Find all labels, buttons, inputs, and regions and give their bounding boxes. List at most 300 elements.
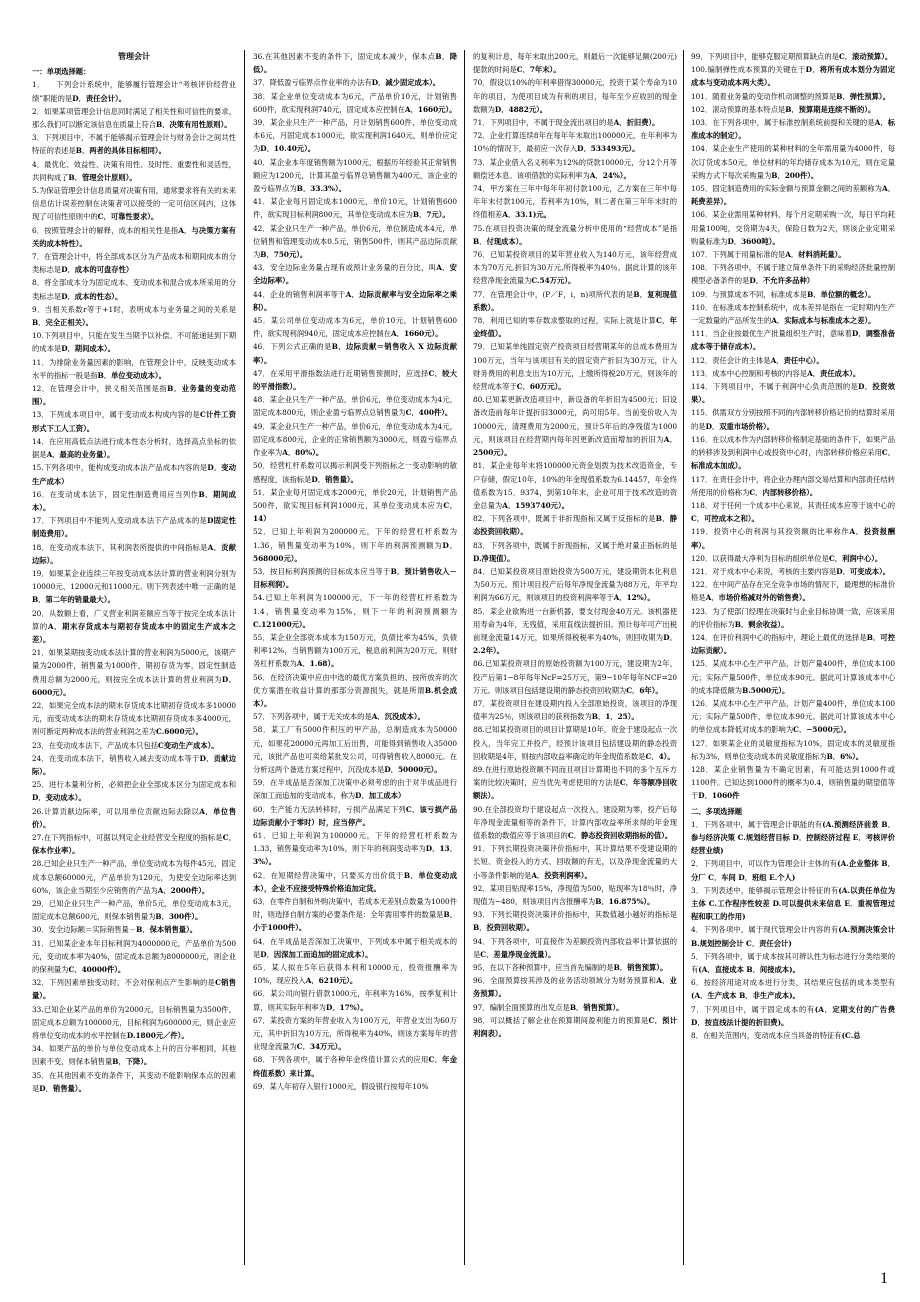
answer-text: C.121000元）。 bbox=[253, 619, 310, 629]
question-item bbox=[32, 976, 236, 1002]
question-text: 68．下列各项中，属于各种年金终值计算公式的应用 bbox=[253, 1055, 429, 1065]
question-text: 84．已知某投资项目原始投资为500万元，建设期资本化利息为50万元。预计项目投产后每年净现金流量为88万元，年平均利润为66万元，则该项目的投资利润率等于 bbox=[473, 566, 677, 603]
question-text: 115．供需双方分别按照不同的内部转移价格记价的结算时采用的是 bbox=[691, 408, 895, 431]
answer-text: B．第二年的销量最大）。 bbox=[32, 595, 115, 605]
question-text: 8．将全部成本分为固定成本、变动成本和混合成本所采用的分类标志是 bbox=[32, 278, 236, 301]
answer-text: D．4882元）。 bbox=[494, 104, 548, 114]
question-text: 41．某企业每月固定成本1000元，单价10元，计划销售600件，欲实现目标利润800元，其单位变动成本应为 bbox=[253, 197, 457, 220]
question-item bbox=[473, 222, 677, 248]
question-item bbox=[253, 50, 457, 76]
question-item bbox=[691, 1003, 895, 1029]
question-text: 6．按照管理会计的解释，成本的相关性是指 bbox=[32, 225, 179, 235]
question-item bbox=[32, 752, 236, 778]
question-item bbox=[473, 1014, 677, 1040]
question-text: 69．某人年初存入银行1000元，假设银行按每年10% bbox=[253, 1081, 429, 1091]
question-text: 113．成本中心控制和考核的内容是 bbox=[691, 368, 808, 378]
question-text: 100.编制弹性成本预算的关键在于 bbox=[691, 65, 806, 75]
answer-text: A．6210元）。 bbox=[305, 976, 358, 986]
answer-text: B．300件）。 bbox=[155, 912, 203, 922]
question-item bbox=[253, 710, 457, 723]
question-item bbox=[253, 829, 457, 869]
question-item bbox=[473, 182, 677, 222]
answer-text: D．调整准备成本等于储存成本）。 bbox=[691, 329, 896, 352]
question-text: 53．按目标利润预测的目标成本应当等于 bbox=[253, 566, 391, 576]
answer-text: C销售量）。 bbox=[32, 978, 236, 1001]
question-item bbox=[253, 288, 457, 314]
answer-text: B．单位额的概念）。 bbox=[807, 289, 876, 299]
question-text: 5.为保证管理会计信息质量对决策有用，通常要求将有关的未来信息估计误差控制在决策者可以接受的一定可信区间内，这体现了可信性原则中的 bbox=[32, 186, 236, 222]
question-item bbox=[473, 803, 677, 843]
question-text: 76．已知某投资项目的某年营业收入为140万元，该年经营成本为70万元,折旧为30万元,所得税率为40％。据此计算的该年经营净现金流量为 bbox=[473, 250, 677, 286]
question-item bbox=[691, 923, 895, 949]
question-text: 98．可以概括了解企业在预算期间盈利能力的预算是 bbox=[473, 1015, 649, 1025]
question-item bbox=[691, 248, 895, 261]
column-3 bbox=[473, 50, 677, 1040]
answer-text: C．7年末）。 bbox=[516, 65, 561, 75]
question-item bbox=[253, 723, 457, 776]
question-item bbox=[691, 208, 895, 248]
answer-text: D．销售量）。 bbox=[39, 1083, 86, 1093]
question-text: 72．企业打算连续8年在每年年末取出100000元，在年利率为10％的情况下，最初应一次存入 bbox=[473, 131, 677, 154]
answer-text: D．成本的性态）。 bbox=[61, 291, 123, 301]
question-text: 114．下列项目中，不属于利润中心负责范围的是 bbox=[691, 382, 859, 392]
section-heading-multiple-choice: 二、多项选择题 bbox=[691, 806, 743, 816]
question-item bbox=[691, 552, 895, 565]
question-item bbox=[691, 367, 895, 380]
question-text: 16．在变动成本法下，固定性制造费用应当列作 bbox=[32, 489, 199, 499]
answer-text: A．33.1)元。 bbox=[502, 210, 551, 220]
question-item bbox=[32, 607, 236, 647]
page-title: 管理会计 bbox=[118, 51, 150, 61]
question-text: 29．已知企业只生产一种产品，单价5元，单位变动成本3元，固定成本总额600元，则保本销售量为 bbox=[32, 899, 236, 922]
question-item bbox=[473, 882, 677, 908]
question-item bbox=[691, 950, 895, 976]
question-item bbox=[253, 195, 457, 221]
question-text: 27.在下列指标中，可据以判定企业经营安全程度的指标是 bbox=[32, 832, 223, 842]
question-text: 58．某工厂有5000件积压的甲产品，总制造成本为50000元，如果花20000元再加工后出售，可能得到销售收入35000元，该批产品也可卖给某批发公司，可得销售收入8000元。在分析这两个备选方案过程中，沉没成本是 bbox=[253, 725, 457, 774]
answer-text: C．可靠性要求）。 bbox=[97, 212, 159, 222]
answer-text: D．6000元）。 bbox=[32, 674, 237, 697]
question-item bbox=[253, 420, 457, 460]
question-item bbox=[473, 76, 677, 116]
question-text: 49．某企业只生产一种产品，单价6元，单位变动成本为4元，固定成本800元，企业的正常销售额为3000元，则盈亏临界点作业率为 bbox=[253, 421, 457, 458]
answer-text: B．200件）。 bbox=[771, 170, 819, 180]
answer-text: D．加工成本） bbox=[355, 791, 406, 801]
question-item bbox=[253, 565, 457, 591]
answer-text: (A.预测经济前景 B．参与经济决策 C.规划经营目标 D．控制经济过程 E．考核评价经营业绩) bbox=[691, 819, 895, 856]
question-text: 88.已知某投资项目的项目计算期是10年，资金于建设起点一次投入，当年完工并投产，经预计该项目包括建设期的静态投资回收期是4年，则按内部收益率确定的年金现值系数是 bbox=[473, 725, 677, 761]
answer-text: C．年金终值）。 bbox=[473, 316, 677, 339]
answer-text: B．销售预算）。 bbox=[569, 1002, 624, 1012]
question-text: 17．下列项目中不能列入变动成本法下产品成本的是 bbox=[32, 516, 208, 526]
question-text: 4．下列各项中，属于现代管理会计内容的有 bbox=[691, 925, 839, 935]
question-text: 67．某投资方案的年营业收入为100万元，年营业支出为60万元，其中折旧为10万元，所得税率为40%，则该方案每年的营业现金流量为 bbox=[253, 1015, 457, 1052]
question-text: 48．某企业只生产一种产品，单价6元，单位变动成本为4元，固定成本800元，则企业盈亏临界点总销售量为 bbox=[253, 395, 457, 418]
question-text: 51．某企业每月固定成本2000元，单价20元，计划销售产品500件，欲实现目标利润1000元，其单位变动成本应为 bbox=[253, 487, 457, 510]
question-text: 38．某企业单位变动成本为6元，产品单价10元，计划销售600件，欲实现利润740元，固定成本应控制在 bbox=[253, 91, 457, 114]
question-item bbox=[691, 433, 895, 473]
answer-text: C．400件）。 bbox=[405, 408, 453, 418]
question-text: 108．下列各项中，不属于建立简单条件下的采购经济批量控制模型必备条件的是 bbox=[691, 263, 895, 286]
answer-text: B．剩余收益）。 bbox=[734, 619, 789, 629]
question-item bbox=[253, 222, 457, 262]
question-item bbox=[691, 288, 895, 301]
question-text: 89.在进行原始投资额不同而且项目计算期也不同的多个互斥方案的比较决策时，应当优先考虑使用的方法是 bbox=[473, 764, 677, 788]
question-item bbox=[691, 1029, 895, 1042]
question-item bbox=[691, 90, 895, 103]
question-item bbox=[32, 382, 236, 408]
question-text: 55．某企业全部资本成本为150万元，负债比率为45%，负债利率12%，当销售额为100万元，税息前利润为20万元，则财务杠杆系数为 bbox=[253, 632, 457, 669]
question-text: 99．下列项目中，能够克服定期预算缺点的是 bbox=[691, 52, 839, 61]
answer-text: B．两者的具体目标相同）。 bbox=[75, 146, 166, 156]
question-text: 25．进行本量利分析，必须把企业全部成本区分为固定成本和 bbox=[32, 780, 236, 790]
answer-text: C．利润中心）。 bbox=[828, 553, 883, 563]
question-text: 35．在其他因素不变的条件下，其变动不能影响保本点的因素是 bbox=[32, 1070, 236, 1093]
question-text: 93．下列长期投资决策评价指标中，其数值越小越好的指标是 bbox=[473, 910, 677, 920]
question-item bbox=[473, 657, 677, 697]
question-text: 2．如果某项管理会计信息同时满足了相关性和可信性的要求，那么我们可以断定该信息在质量上符合 bbox=[32, 106, 236, 130]
answer-text: (A．定期支付的广告费 D．按直线法计提的折旧费)。 bbox=[691, 1004, 895, 1027]
answer-text: D．10.40元）。 bbox=[260, 144, 316, 154]
question-item bbox=[32, 897, 236, 923]
answer-text: C．差量净现金流量）。 bbox=[480, 949, 556, 959]
question-item bbox=[691, 50, 895, 63]
question-text: 33.已知企业某产品的单价为2000元，目标销售量为3500件，固定成本总额为100000元，目标利润为600000元，则企业应将单位变动成本的水平控制在 bbox=[32, 1004, 236, 1041]
question-item bbox=[473, 565, 677, 605]
answer-text: C．标准成本加成）。 bbox=[691, 448, 896, 471]
answer-text: C．预计利润表）。 bbox=[473, 1015, 677, 1039]
question-text: 101．随着业务量的变动作机动调整的预算是 bbox=[691, 91, 837, 101]
answer-text: D．期间成本）。 bbox=[61, 344, 115, 354]
answer-text: D.净现值）。 bbox=[473, 553, 515, 563]
answer-text: A．折旧费）。 bbox=[613, 118, 660, 128]
answer-text: A．投资报酬率）。 bbox=[691, 527, 895, 550]
question-item bbox=[253, 340, 457, 366]
question-item bbox=[32, 250, 236, 276]
question-text: 19．如果某企业连续三年按变动成本法计算的营业利润分别为10000元、12000元和11000元。则下列表述中唯一正确的是 bbox=[32, 568, 236, 592]
question-text: 117．在责任会计中，将企业办理内部交易结算和内部责任结转所使用的价格称为 bbox=[691, 474, 895, 497]
question-text: 9．当相关系数r等于+1时，表明成本与业务量之间的关系是 bbox=[32, 304, 236, 314]
question-text: 85．某企业欲购进一台新机器，要支付现金40万元。该机器使用寿命为4年，无残值，采用直线法提折旧。预计每年可产出税前现金流量14万元，如果所得税税率为40%，则回收期为 bbox=[473, 606, 677, 642]
answer-text: D．变动成本）。 bbox=[32, 793, 86, 803]
section-heading-single-choice: 一：单项选择题： bbox=[32, 67, 91, 77]
question-text: 109．与预算成本不同，标准成本是 bbox=[691, 289, 808, 299]
column-divider bbox=[244, 50, 245, 1265]
question-text: 40．某企业本年度销售额为1000元，根据历年经验其正常销售额应为1200元，计算其盈亏临界总销售额为400元，该企业的盈亏临界点为 bbox=[253, 157, 457, 194]
question-item bbox=[473, 842, 677, 882]
question-item bbox=[691, 301, 895, 327]
question-item bbox=[253, 116, 457, 156]
question-text: 37．降低盈亏临界点作业率的办法有 bbox=[253, 78, 372, 88]
question-text: 92．某项目贴现率15%，净现值为500，贴现率为18％时，净现值为−480，则该项目内含报酬率为 bbox=[473, 883, 677, 906]
question-text: 95．在以下各种预算中，应当首先编制的是 bbox=[473, 963, 614, 973]
answer-text: A．材料消耗量）。 bbox=[785, 250, 846, 260]
question-item bbox=[691, 116, 895, 142]
answer-text: B．7元）。 bbox=[412, 210, 450, 220]
question-item bbox=[253, 261, 457, 287]
question-item bbox=[253, 459, 457, 485]
question-text: 128．某企业销售量为不确定因素，有可能达到1000件或1100件。已知达到1000件的概率为0.4，则销售量的期望值等于 bbox=[691, 764, 895, 801]
question-text: 127．如果某企业的灵敏度指标为10%，固定成本的灵敏度指标为3%，则单位变动成本的灵敏度指标为 bbox=[691, 738, 895, 761]
question-item bbox=[32, 739, 236, 752]
answer-text: D．销售量）。 bbox=[311, 474, 358, 484]
question-text: 20．从数额上看，广义营业利润差额应当等于按完全成本法计算的 bbox=[32, 608, 236, 631]
answer-text: C．14） bbox=[253, 500, 458, 524]
answer-text: D．投资效果）。 bbox=[691, 382, 896, 405]
question-item bbox=[691, 354, 895, 367]
answer-text: D．贡献边际）。 bbox=[32, 753, 236, 776]
question-text: 46．下列公式正确的是 bbox=[253, 342, 332, 352]
question-item bbox=[32, 1069, 236, 1095]
question-text: 34．如果产品的单价与单位变动成本上升的百分率相同，其他因素不变，则保本销售量 bbox=[32, 1044, 236, 1067]
question-item bbox=[691, 818, 895, 858]
question-item bbox=[691, 976, 895, 1002]
answer-text: A．最高的业务量）。 bbox=[46, 450, 115, 460]
question-item bbox=[32, 184, 236, 224]
question-item bbox=[32, 356, 236, 382]
answer-text: A．1660元）。 bbox=[404, 104, 457, 114]
question-item bbox=[473, 512, 677, 538]
answer-text: D．变动生产成本） bbox=[32, 463, 236, 486]
answer-text: A．24%）。 bbox=[589, 170, 631, 180]
question-item bbox=[253, 671, 457, 711]
answer-text: D．责任会计）。 bbox=[72, 93, 126, 103]
question-item bbox=[253, 591, 457, 631]
answer-text: B.5000元）。 bbox=[742, 685, 790, 695]
question-item bbox=[473, 314, 677, 340]
question-item bbox=[32, 1003, 236, 1043]
answer-text: A．耗费差异）。 bbox=[691, 184, 895, 207]
question-item bbox=[473, 697, 677, 723]
question-item bbox=[473, 248, 677, 288]
question-item bbox=[473, 974, 677, 1000]
question-text: 4．最优化、效益性、决策有用性、及时性、重要性和灵活性，共同构成了 bbox=[32, 159, 236, 182]
question-text: 83．下列各项中，既属于折现指标，又属于绝对量正指标的是 bbox=[473, 540, 677, 550]
answer-text: A．期末存货成本与期初存货成本中的固定生产成本之差）。 bbox=[32, 621, 236, 644]
question-item bbox=[253, 156, 457, 196]
question-item bbox=[473, 605, 677, 658]
question-item bbox=[691, 182, 895, 208]
question-item bbox=[32, 514, 236, 540]
answer-text: D．双重市场价格）。 bbox=[705, 421, 774, 431]
question-text: 64．在半成品是否深加工决策中，下列成本中属于相关成本的是 bbox=[253, 936, 457, 959]
question-text: 111．当企业按最优生产批量组织生产时，意味着 bbox=[691, 329, 852, 339]
question-text: 97．编制全面预算的出发点是 bbox=[473, 1002, 570, 1012]
question-item bbox=[473, 459, 677, 512]
answer-text: A．市场价格减对外的销售费）。 bbox=[705, 593, 810, 603]
question-item bbox=[32, 699, 236, 739]
answer-text: C．年金终值系数）来计算。 bbox=[253, 1055, 457, 1078]
question-text: 81．某企业每年末将100000元资金划拨为技术改造资金，专户存储，假定10年，10%的年金现值系数为6.14457，年金终值系数为15．9374，到第10年末，企业可用于技术改造的资金总量为 bbox=[473, 461, 677, 510]
question-item bbox=[691, 103, 895, 116]
question-item bbox=[691, 737, 895, 763]
question-item bbox=[253, 987, 457, 1013]
answer-text: A．沉没成本）。 bbox=[371, 712, 425, 722]
question-item bbox=[32, 937, 236, 977]
question-text: 1． 下列会计系统中，能够履行管理会计“考核评价经营业绩”职能的是 bbox=[32, 80, 236, 103]
answer-text: B．16.875%）。 bbox=[595, 897, 655, 906]
answer-text: B．33.3%）。 bbox=[296, 184, 346, 194]
question-text: 96．全面预算按其涉及的业务活动领域分为财务预算和 bbox=[473, 976, 657, 986]
answer-text: C.54万元）。 bbox=[531, 276, 576, 286]
column-4 bbox=[691, 50, 895, 1042]
question-item bbox=[32, 857, 236, 897]
question-item bbox=[473, 50, 677, 76]
question-text: 50．经营杠杆系数可以揭示利润受下列指标之一变动影响的敏感程度，该指标是 bbox=[253, 461, 457, 484]
column-2 bbox=[253, 50, 457, 1093]
answer-text: (A.企业整体 B．分厂 C．车间 D．班组 E.个人) bbox=[691, 859, 895, 882]
question-item bbox=[32, 131, 236, 157]
question-item bbox=[691, 406, 895, 432]
question-text: 12．在管理会计中，狭义相关范围是指 bbox=[32, 384, 168, 394]
question-text: 10.下列项目中，只能在发生当期予以补偿、不可能递延到下期的成本是 bbox=[32, 331, 236, 354]
question-text: 66．某公司向银行借款1000元，年利率为16%，按季复利计算，则其实际年利率为 bbox=[253, 989, 457, 1012]
question-item bbox=[253, 803, 457, 829]
question-text: 74．甲方案在三年中每年年初付款100元，乙方案在三年中每年年末付款100元，若利率为10%，则二者在第三年年末时的终值相差 bbox=[473, 184, 677, 220]
answer-text: B．决策有用性原则）。 bbox=[156, 120, 232, 130]
question-item bbox=[32, 1042, 236, 1068]
question-text: 94．下列各项中，可直接作为差额投资内部收益率计算依据的是 bbox=[473, 936, 677, 959]
answer-text: A．实际成本与标准成本之差）。 bbox=[771, 316, 876, 326]
answer-text: C．滚动预算）。 bbox=[838, 52, 893, 61]
answer-text: D．50000元）。 bbox=[384, 764, 442, 774]
answer-text: B．完全正相关）。 bbox=[32, 318, 93, 328]
question-item bbox=[691, 857, 895, 883]
question-item bbox=[253, 935, 457, 961]
question-text: 5．下列各项中，属于成本按其可辨认性为标志进行分类结果的有 bbox=[691, 951, 895, 975]
answer-text: D．3600吨）。 bbox=[727, 236, 780, 246]
question-text: 102．滚动预算的基本特点是 bbox=[691, 104, 786, 114]
answer-text: B．保本销售量）。 bbox=[136, 925, 198, 935]
answer-text: D.1800元／件）。 bbox=[126, 1031, 189, 1041]
question-text: 42．某企业只生产一种产品，单价6元，单位制造成本4元，单位销售和管理变动成本0.5元，销售500件，则其产品边际贡献为 bbox=[253, 223, 457, 260]
answer-text: D．减少固定成本）。 bbox=[371, 78, 441, 88]
answer-text: A．单位售价）。 bbox=[32, 806, 236, 829]
answer-text: (A．直接成本 B．间接成本)。 bbox=[698, 965, 800, 975]
answer-text: A．80%）。 bbox=[282, 448, 324, 458]
question-item bbox=[32, 158, 236, 184]
question-text: 28.已知企业只生产一种产品，单位变动成本为每件45元，固定成本总额60000元，产品单价为120元，为使安全边际率达到60%，该企业当期至少应销售的产品为 bbox=[32, 859, 236, 895]
answer-text: C．6年）。 bbox=[626, 685, 663, 695]
question-text: 7．在管理会计中，将全部成本区分为产品成本和期间成本的分类标志是 bbox=[32, 252, 236, 275]
question-text: 122．在中间产品存在完全竞争市场的情况下，最理想的标准价格是 bbox=[691, 580, 895, 603]
answer-text: A．1593740元）。 bbox=[502, 500, 569, 510]
question-text: 57．下列各项中，属于无关成本的是 bbox=[253, 712, 372, 722]
question-text: 103．在下列各项中，属于标准控制系统前提和关键的是 bbox=[691, 118, 875, 128]
question-text: 82．下列各项中，既属于非折现指标又属于反指标的是 bbox=[473, 514, 656, 524]
question-item bbox=[473, 539, 677, 565]
question-text: 7．下列项目中，属于固定成本的有 bbox=[691, 1004, 815, 1014]
answer-text: C．−5000元）。 bbox=[793, 725, 851, 735]
question-item bbox=[32, 778, 236, 804]
answer-text: B．销售预算）。 bbox=[613, 963, 668, 973]
answer-text: D．17%）。 bbox=[325, 1002, 368, 1012]
answer-text: (A.预测决策会计 B.规划控制会计 C．责任会计) bbox=[691, 925, 895, 948]
question-item bbox=[32, 805, 236, 831]
question-item bbox=[473, 340, 677, 393]
question-item bbox=[473, 288, 677, 314]
question-text: 8．在相关范围内，变动成本应当具备的特征有 bbox=[691, 1031, 842, 1041]
answer-text: C．较大的平滑指数）。 bbox=[253, 368, 457, 392]
answer-text: B．弹性预算）。 bbox=[836, 91, 890, 101]
question-item bbox=[691, 631, 895, 657]
question-item bbox=[473, 908, 677, 934]
answer-text: B．静态投资回收期）。 bbox=[473, 514, 677, 537]
answer-text: B．期间成本）。 bbox=[32, 489, 236, 512]
answer-text: A．安全边际率）。 bbox=[253, 263, 457, 286]
answer-text: D．将所有成本划分为固定成本与变动成本两大类）。 bbox=[691, 65, 896, 88]
question-text: 31．已知某企业本年目标利润为4000000元，产品单价为500元，变动成本率为40%，固定成本总额为8000000元，则企业的保利量为 bbox=[32, 938, 236, 975]
answer-text: D．因深加工而追加的固定成本）。 bbox=[260, 949, 373, 959]
question-item bbox=[253, 367, 457, 393]
question-text: 120．以获得最大净利为目标的组织单位是 bbox=[691, 553, 829, 563]
answer-text: B．付现成本）。 bbox=[473, 236, 527, 246]
question-item bbox=[691, 525, 895, 551]
question-item bbox=[691, 499, 895, 525]
question-item bbox=[691, 605, 895, 631]
question-text: 121．对于成本中心来说，考核的主要内容是 bbox=[691, 566, 837, 576]
question-item bbox=[253, 631, 457, 671]
question-text: 22．如果完全成本法的期末存货成本比期初存货成本多10000元，而变动成本法的期末存货成本比期初存货成本多4000元，则可断定两种成本法的营业利润之差为 bbox=[32, 700, 236, 737]
question-list bbox=[691, 50, 895, 1042]
question-item bbox=[691, 327, 895, 353]
answer-text: B．降低）。 bbox=[253, 52, 457, 75]
question-text: 86.已知某投资项目的原始投资额为100万元，建设期为2年，投产后第1−8年每年NcF=25万元，第9−10年每年NCF=20万元。则该项目包括建设期的静态投资回收期为 bbox=[473, 659, 677, 695]
answer-text: A．与决策方案有关的成本特性）。 bbox=[32, 225, 236, 248]
question-item bbox=[253, 1014, 457, 1054]
answer-text: C．该亏损产品边际贡献小于零时）时，应当停产。 bbox=[253, 804, 457, 827]
question-item bbox=[473, 116, 677, 129]
question-item bbox=[691, 565, 895, 578]
question-text: 36.在其他因素不变的条件下，固定成本减少，保本点 bbox=[253, 52, 436, 61]
question-item bbox=[691, 578, 895, 604]
question-text: 18．在变动成本法下，其利润表所提供的中间指标是 bbox=[32, 542, 208, 552]
answer-text: C.6000元）。 bbox=[156, 727, 203, 737]
question-list bbox=[32, 78, 236, 1095]
column-divider bbox=[464, 50, 465, 1265]
question-item bbox=[473, 935, 677, 961]
question-item bbox=[691, 261, 895, 287]
answer-text: A．12%）。 bbox=[613, 593, 655, 603]
question-item bbox=[32, 408, 236, 434]
question-item bbox=[32, 329, 236, 355]
question-item bbox=[32, 488, 236, 514]
question-item bbox=[32, 78, 236, 104]
question-text: 23．在变动成本法下，产品成本只包括 bbox=[32, 740, 159, 750]
question-item bbox=[32, 567, 236, 607]
question-text: 47．在采用平滑指数法进行近期销售预测时，应选择 bbox=[253, 368, 429, 378]
answer-text: B．业务量的变动范围）。 bbox=[32, 384, 236, 407]
question-text: 6．按经济用途对成本进行分类，其结果应包括的成本类型有 bbox=[691, 978, 895, 988]
question-item bbox=[253, 776, 457, 802]
question-text: 75.在项目投资决策的现金流量分析中使用的“经营成本”是指 bbox=[473, 223, 677, 233]
answer-text: D．成本的可盘存性） bbox=[61, 265, 134, 275]
answer-text: (A．生产成本 B．非生产成本)。 bbox=[691, 991, 800, 1001]
question-text: 63．在零件自制和外购决策中，若成本无差别点数量为1000件时，则选择自制方案的必要条件是：全年需用零件的数量是 bbox=[253, 897, 457, 920]
answer-text: C．40000件）。 bbox=[68, 965, 126, 975]
question-text: 104．某企业生产使用的某种材料的全年需用量为4000件，每次订货成本50元，单位材料的年均储存成本为10元，则在定量采购方式下每次采购量为 bbox=[691, 144, 895, 180]
answer-text: D．1060件 bbox=[698, 791, 740, 801]
question-item bbox=[32, 224, 236, 250]
question-text: 110．在标准成本控制系统中，成本差异是指在一定时期内生产一定数量的产品所发生的 bbox=[691, 302, 895, 326]
question-text: 39．某企业只生产一种产品，月计划销售600件，单位变动成本6元，月固定成本1000元，欲实现利润1640元，则单价应定为 bbox=[253, 118, 457, 154]
question-text: 59．在半成品是否深加工决策中必须考虑的由于对半成品进行深加工而追加的变动成本，称为 bbox=[253, 778, 457, 801]
answer-text: D．不允许多品种） bbox=[749, 276, 815, 286]
question-list bbox=[473, 50, 677, 1040]
question-text: 45．某公司单位变动成本为6元，单价10元，计划销售600件，欲实现利润940元，固定成本应控制在 bbox=[253, 316, 457, 339]
question-text: 116．在以成本作为内部转移价格制定基础的条件下，如果产品的转移涉及到利润中心或投资中心时，内部转移价格应采用 bbox=[691, 434, 895, 458]
question-item bbox=[253, 1053, 457, 1079]
